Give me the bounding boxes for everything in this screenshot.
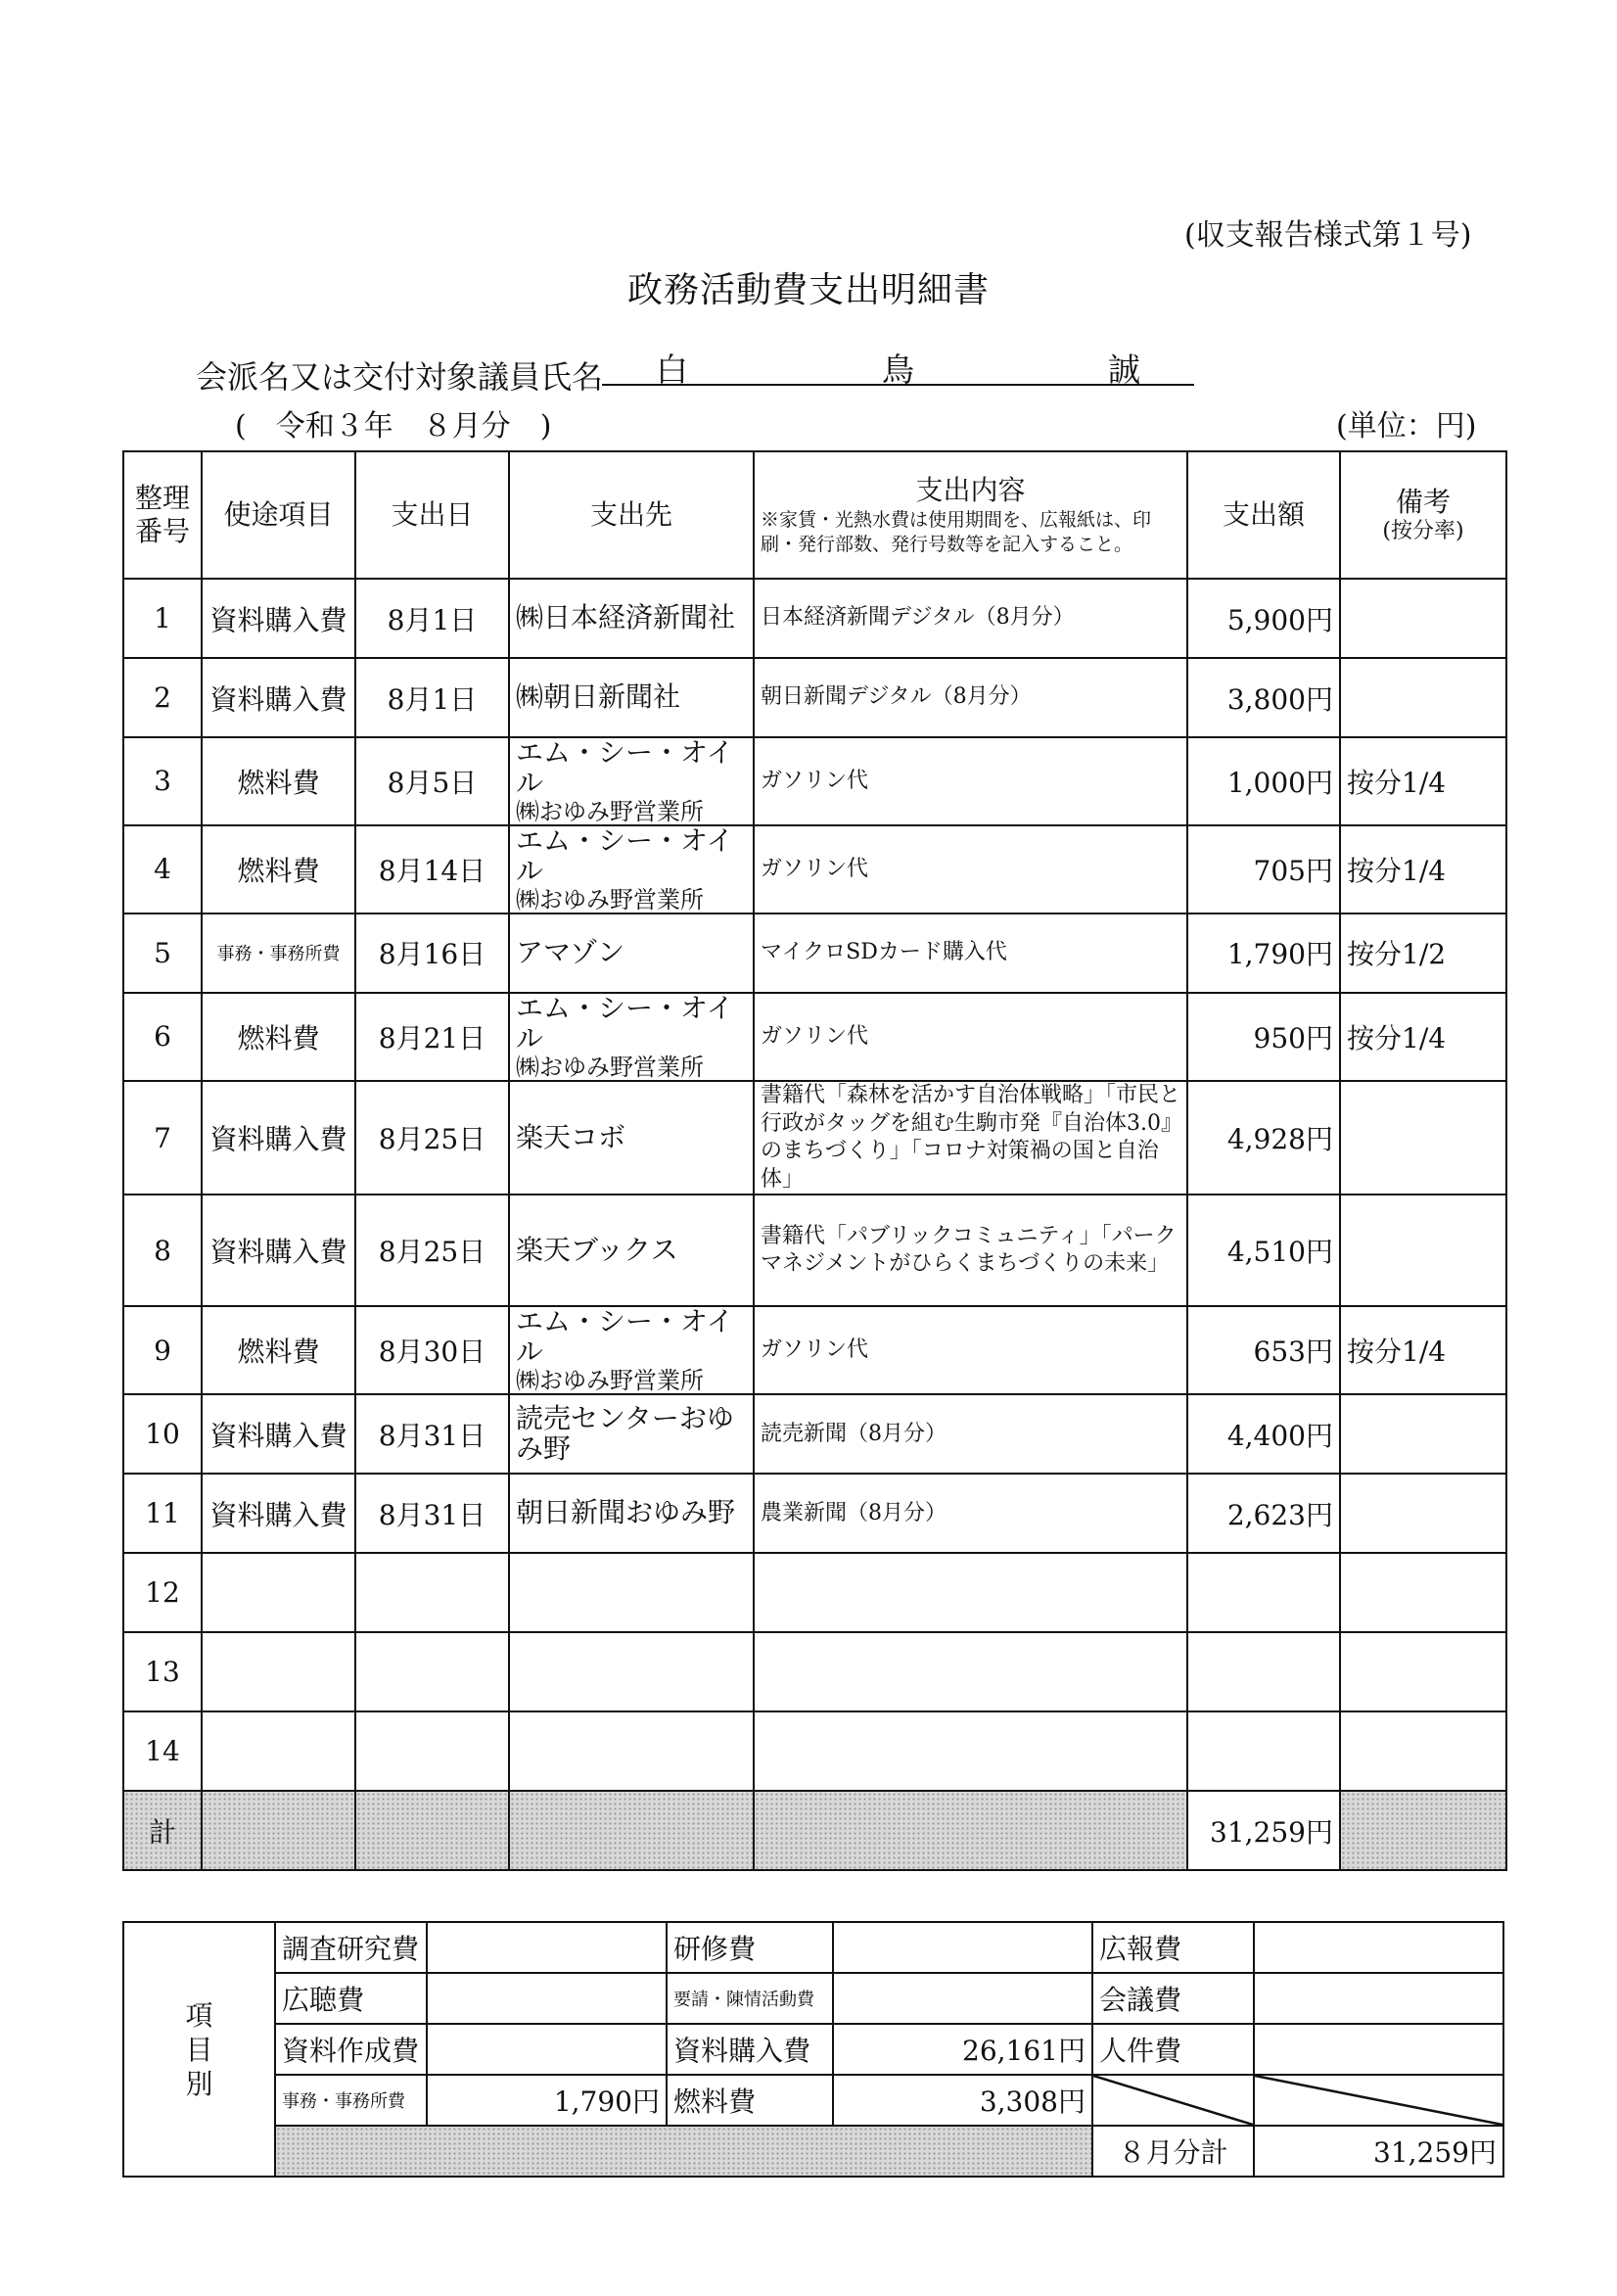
row-date: 8月21日 (355, 993, 509, 1081)
row-category: 事務・事務所費 (202, 914, 355, 993)
document-title: 政務活動費支出明細書 (626, 270, 990, 310)
header-category: 使途項目 (202, 451, 355, 579)
category-label: 燃料費 (667, 2075, 833, 2126)
row-description (754, 1632, 1187, 1711)
row-category (202, 1711, 355, 1791)
row-no: 5 (123, 914, 202, 993)
row-category: 資料購入費 (202, 658, 355, 737)
category-amount (833, 1922, 1092, 1973)
category-label: 広聴費 (275, 1973, 427, 2024)
row-amount: 4,928円 (1187, 1081, 1340, 1195)
row-no: 6 (123, 993, 202, 1081)
table-row (123, 1632, 1506, 1711)
header-remarks (1340, 451, 1506, 579)
row-description: ガソリン代 (754, 993, 1187, 1081)
row-category: 燃料費 (202, 825, 355, 914)
row-description: ガソリン代 (754, 1306, 1187, 1394)
name-char: 誠 (1108, 351, 1140, 389)
row-category: 資料購入費 (202, 1195, 355, 1306)
table-header (123, 451, 1506, 579)
category-row (123, 2024, 1503, 2075)
table-row (123, 1553, 1506, 1632)
payee-line-2: ㈱おゆみ野営業所 (516, 885, 704, 914)
row-category: 資料購入費 (202, 1474, 355, 1553)
row-description: ガソリン代 (754, 825, 1187, 914)
header-amount: 支出額 (1187, 451, 1340, 579)
row-remarks (1340, 1553, 1506, 1632)
category-amount (1254, 2024, 1503, 2075)
payee-line-1: エム・シー・オイル (516, 1305, 734, 1369)
row-date (355, 1632, 509, 1711)
row-amount: 653円 (1187, 1306, 1340, 1394)
row-date (355, 1553, 509, 1632)
table-row (123, 914, 1506, 993)
row-description: 読売新聞（8月分） (754, 1394, 1187, 1474)
row-date: 8月31日 (355, 1474, 509, 1553)
row-no: 2 (123, 658, 202, 737)
row-remarks: 按分1/4 (1340, 1306, 1506, 1394)
row-date: 8月16日 (355, 914, 509, 993)
row-no: 3 (123, 737, 202, 825)
row-payee (509, 737, 754, 825)
row-no: 12 (123, 1553, 202, 1632)
row-payee: 朝日新聞おゆみ野 (509, 1474, 754, 1553)
row-payee: 楽天コボ (509, 1081, 754, 1195)
row-remarks (1340, 658, 1506, 737)
row-description: マイクロSDカード購入代 (754, 914, 1187, 993)
header-description (754, 451, 1187, 579)
row-remarks (1340, 1394, 1506, 1474)
row-no: 8 (123, 1195, 202, 1306)
table-row (123, 1474, 1506, 1553)
category-label: 広報費 (1092, 1922, 1254, 1973)
row-payee: 読売センターおゆみ野 (509, 1394, 754, 1474)
row-remarks: 按分1/4 (1340, 825, 1506, 914)
payee-line-2: ㈱おゆみ野営業所 (516, 1053, 704, 1081)
row-description: 朝日新聞デジタル（8月分） (754, 658, 1187, 737)
category-amount (1254, 1922, 1503, 1973)
row-payee (509, 825, 754, 914)
row-amount: 3,800円 (1187, 658, 1340, 737)
member-name (602, 345, 1194, 389)
payee-line-1: エム・シー・オイル (516, 736, 734, 799)
row-amount: 5,900円 (1187, 579, 1340, 658)
row-description: ガソリン代 (754, 737, 1187, 825)
category-label: 資料購入費 (667, 2024, 833, 2075)
row-remarks (1340, 1711, 1506, 1791)
month-total-amount: 31,259円 (1254, 2126, 1503, 2177)
table-row (123, 825, 1506, 914)
category-amount (1254, 1973, 1503, 2024)
category-amount: 3,308円 (833, 2075, 1092, 2126)
row-amount: 1,000円 (1187, 737, 1340, 825)
row-date: 8月14日 (355, 825, 509, 914)
total-label: 計 (123, 1791, 202, 1870)
row-amount: 2,623円 (1187, 1474, 1340, 1553)
row-category (202, 1553, 355, 1632)
category-label: 人件費 (1092, 2024, 1254, 2075)
header-remarks-title: 備考 (1395, 486, 1451, 518)
category-amount (427, 1973, 667, 2024)
row-category: 資料購入費 (202, 1081, 355, 1195)
row-category: 資料購入費 (202, 1394, 355, 1474)
name-char: 白 (656, 351, 688, 389)
header-remarks-sub: (按分率) (1382, 518, 1464, 543)
row-description: 書籍代「パブリックコミュニティ」「パークマネジメントがひらくまちづくりの未来」 (754, 1195, 1187, 1306)
row-remarks: 按分1/2 (1340, 914, 1506, 993)
category-label: 調査研究費 (275, 1922, 427, 1973)
row-date: 8月5日 (355, 737, 509, 825)
month-total-label: ８月分計 (1092, 2126, 1254, 2177)
row-description (754, 1711, 1187, 1791)
total-shaded-cell (202, 1791, 355, 1870)
row-remarks: 按分1/4 (1340, 737, 1506, 825)
payee-line-1: エム・シー・オイル (516, 991, 734, 1054)
row-description (754, 1553, 1187, 1632)
row-no: 14 (123, 1711, 202, 1791)
row-no: 9 (123, 1306, 202, 1394)
row-no: 11 (123, 1474, 202, 1553)
row-category: 燃料費 (202, 737, 355, 825)
row-payee: アマゾン (509, 914, 754, 993)
row-payee: ㈱朝日新聞社 (509, 658, 754, 737)
payee-line-2: ㈱おゆみ野営業所 (516, 1366, 704, 1394)
payee-line-1: エム・シー・オイル (516, 823, 734, 887)
unit-label: (単位：円) (1336, 409, 1477, 444)
row-payee (509, 1632, 754, 1711)
row-category: 資料購入費 (202, 579, 355, 658)
total-shaded-cell (754, 1791, 1187, 1870)
row-payee: 楽天ブックス (509, 1195, 754, 1306)
row-remarks (1340, 579, 1506, 658)
row-payee: ㈱日本経済新聞社 (509, 579, 754, 658)
table-row (123, 737, 1506, 825)
table-row (123, 1711, 1506, 1791)
total-row (123, 1791, 1506, 1870)
total-shaded-cell (509, 1791, 754, 1870)
category-summary-table (122, 1921, 1504, 2178)
row-description: 日本経済新聞デジタル（8月分） (754, 579, 1187, 658)
table-row (123, 993, 1506, 1081)
form-number: (収支報告様式第１号) (1184, 218, 1472, 253)
category-label: 研修費 (667, 1922, 833, 1973)
table-row (123, 1081, 1506, 1195)
row-description: 農業新聞（8月分） (754, 1474, 1187, 1553)
row-amount: 4,510円 (1187, 1195, 1340, 1306)
name-char: 鳥 (882, 351, 914, 389)
payee-line-2: ㈱おゆみ野営業所 (516, 797, 704, 825)
header-no: 整理 番号 (123, 451, 202, 579)
category-amount (427, 1922, 667, 1973)
row-remarks: 按分1/4 (1340, 993, 1506, 1081)
row-amount: 4,400円 (1187, 1394, 1340, 1474)
row-no: 13 (123, 1632, 202, 1711)
expense-table (122, 450, 1507, 1871)
row-remarks (1340, 1632, 1506, 1711)
table-row (123, 1306, 1506, 1394)
row-no: 7 (123, 1081, 202, 1195)
category-amount (833, 1973, 1092, 2024)
table-row (123, 1394, 1506, 1474)
header-description-note: ※家賃・光熱水費は使用期間を、広報紙は、印刷・発行部数、発行号数等を記入すること。 (761, 509, 1152, 555)
table-row (123, 579, 1506, 658)
category-label: 要請・陳情活動費 (667, 1973, 833, 2024)
table-row (123, 658, 1506, 737)
category-label: 資料作成費 (275, 2024, 427, 2075)
name-label: 会派名又は交付対象議員氏名 (196, 358, 604, 396)
total-shaded-cell (1340, 1791, 1506, 1870)
row-date: 8月1日 (355, 579, 509, 658)
total-amount: 31,259円 (1187, 1791, 1340, 1870)
header-description-title: 支出内容 (915, 473, 1026, 506)
category-row (123, 2075, 1503, 2126)
row-remarks (1340, 1081, 1506, 1195)
category-label: 事務・事務所費 (275, 2075, 427, 2126)
row-no: 4 (123, 825, 202, 914)
category-amount (427, 2024, 667, 2075)
row-category (202, 1632, 355, 1711)
category-amount: 1,790円 (427, 2075, 667, 2126)
category-label: 会議費 (1092, 1973, 1254, 2024)
header-payee: 支出先 (509, 451, 754, 579)
row-amount: 1,790円 (1187, 914, 1340, 993)
row-date: 8月25日 (355, 1195, 509, 1306)
category-side-label: 項 目 別 (123, 1922, 275, 2177)
row-date: 8月25日 (355, 1081, 509, 1195)
row-amount: 705円 (1187, 825, 1340, 914)
row-remarks (1340, 1195, 1506, 1306)
header-date: 支出日 (355, 451, 509, 579)
row-category: 燃料費 (202, 1306, 355, 1394)
row-remarks (1340, 1474, 1506, 1553)
category-amount: 26,161円 (833, 2024, 1092, 2075)
row-date: 8月1日 (355, 658, 509, 737)
month-total-row (123, 2126, 1503, 2177)
row-description: 書籍代「森林を活かす自治体戦略」「市民と行政がタッグを組む生駒市発『自治体3.0』のまちづくり」「コロナ対策禍の国と自治体」 (754, 1081, 1187, 1195)
table-row (123, 1195, 1506, 1306)
row-no: 1 (123, 579, 202, 658)
row-payee (509, 1553, 754, 1632)
row-date (355, 1711, 509, 1791)
row-category: 燃料費 (202, 993, 355, 1081)
total-shaded-cell (355, 1791, 509, 1870)
row-amount (1187, 1711, 1340, 1791)
crossed-out-cell (1092, 2075, 1254, 2126)
category-row (123, 1973, 1503, 2024)
row-amount (1187, 1553, 1340, 1632)
shaded-cell (275, 2126, 1092, 2177)
row-payee (509, 1306, 754, 1394)
period: ( 令和３年 ８月分 ) (235, 409, 552, 444)
crossed-out-cell (1254, 2075, 1503, 2126)
row-date: 8月31日 (355, 1394, 509, 1474)
category-row (123, 1922, 1503, 1973)
row-amount (1187, 1632, 1340, 1711)
row-payee (509, 993, 754, 1081)
row-date: 8月30日 (355, 1306, 509, 1394)
row-amount: 950円 (1187, 993, 1340, 1081)
row-payee (509, 1711, 754, 1791)
row-no: 10 (123, 1394, 202, 1474)
